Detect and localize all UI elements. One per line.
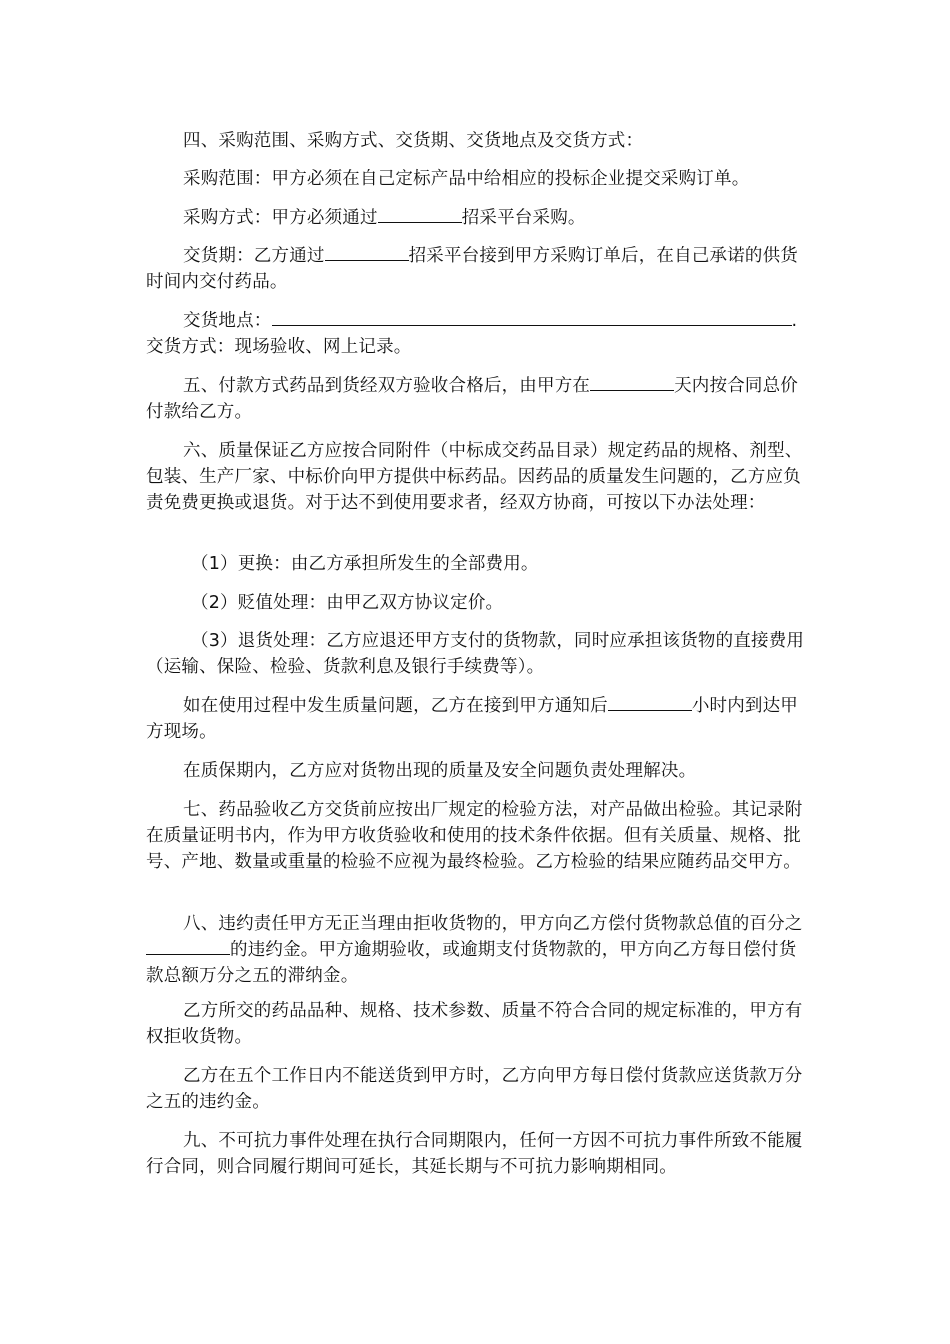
blank-line (590, 373, 674, 391)
text: 八、违约责任甲方无正当理由拒收货物的，甲方向乙方偿付货物款总值的百分之 (183, 914, 803, 934)
option-depreciation (146, 590, 806, 616)
section-six-quality (146, 438, 806, 516)
text: 交货地点： (183, 311, 272, 331)
text: （2）贬值处理：由甲乙双方协议定价。 (191, 593, 504, 613)
text: 的违约金。甲方逾期验收，或逾期支付货物款的，甲方向乙方每日偿付货款总额万分之五的滞纳金。 (146, 940, 797, 986)
on-site-response (146, 693, 806, 745)
option-replace (146, 551, 806, 577)
text: 招采平台接到甲方采购订单后，在自己承诺的供货时间内交付药品。 (146, 246, 799, 292)
text: 如在使用过程中发生质量问题，乙方在接到甲方通知后 (183, 696, 608, 716)
blank-line (325, 243, 409, 261)
text: 七、药品验收乙方交货前应按出厂规定的检验方法，对产品做出检验。其记录附在质量证明书内，作为甲方收货验收和使用的技术条件依据。但有关质量、规格、批号、产地、数量或重量的检验不应视为最终检验。乙方检验的结果应随药品交甲方。 (146, 800, 803, 872)
text: 五、付款方式药品到货经双方验收合格后，由甲方在 (183, 376, 591, 396)
option-return (146, 628, 806, 680)
delivery-location (146, 308, 806, 334)
text: （1）更换：由乙方承担所发生的全部费用。 (191, 554, 539, 574)
delivery-period (146, 243, 806, 295)
text: 小时内到达甲方现场。 (146, 696, 799, 742)
section-seven-inspection (146, 797, 806, 875)
section-five-payment (146, 373, 806, 425)
text: 四、采购范围、采购方式、交货期、交货地点及交货方式： (183, 131, 644, 151)
section-four-heading (146, 128, 806, 154)
delivery-mode (146, 334, 806, 360)
text: 乙方在五个工作日内不能送货到甲方时，乙方向甲方每日偿付货款应送货款万分之五的违约金。 (146, 1066, 803, 1112)
blank-line (608, 693, 692, 711)
text: （3）退货处理：乙方应退还甲方支付的货物款，同时应承担该货物的直接费用（运输、保险、检验、货款利息及银行手续费等）。 (146, 631, 805, 677)
text: 交货期：乙方通过 (183, 246, 325, 266)
rejection-right (146, 998, 806, 1050)
text: 采购范围：甲方必须在自己定标产品中给相应的投标企业提交采购订单。 (183, 169, 750, 189)
blank-line (272, 308, 792, 326)
text: 采购方式：甲方必须通过 (183, 208, 378, 228)
text: . (791, 311, 798, 331)
text: 天内按合同总价付款给乙方。 (146, 376, 799, 422)
text: 乙方所交的药品品种、规格、技术参数、质量不符合合同的规定标准的，甲方有权拒收货物。 (146, 1001, 803, 1047)
blank-line (146, 937, 230, 955)
text: 招采平台采购。 (461, 208, 586, 228)
section-eight-liability (146, 911, 806, 989)
text: 交货方式：现场验收、网上记录。 (146, 337, 412, 357)
warranty-period (146, 758, 806, 784)
text: 九、不可抗力事件处理在执行合同期限内，任何一方因不可抗力事件所致不能履行合同，则合同履行期间可延长，其延长期与不可抗力影响期相同。 (146, 1131, 803, 1177)
section-nine-force-majeure (146, 1128, 806, 1180)
purchase-scope (146, 166, 806, 192)
purchase-method (146, 205, 806, 231)
late-delivery-penalty (146, 1063, 806, 1115)
text: 六、质量保证乙方应按合同附件（中标成交药品目录）规定药品的规格、剂型、包装、生产厂家、中标价向甲方提供中标药品。因药品的质量发生问题的，乙方应负责免费更换或退货。对于达不到使用要求者，经双方协商，可按以下办法处理： (146, 441, 803, 513)
text: 在质保期内，乙方应对货物出现的质量及安全问题负责处理解决。 (183, 761, 697, 781)
blank-line (378, 205, 462, 223)
